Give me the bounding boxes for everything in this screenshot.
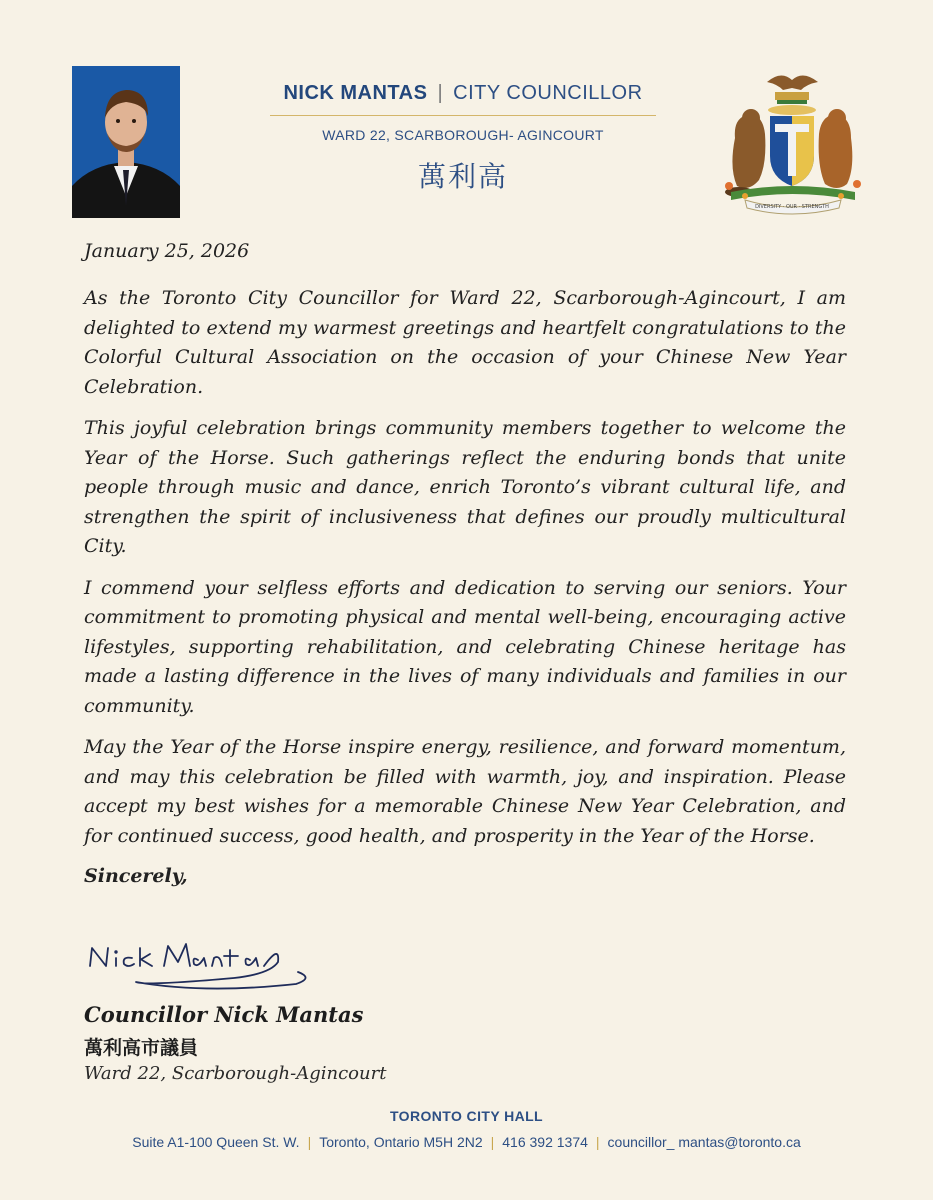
councillor-portrait	[72, 66, 180, 218]
footer-title: TORONTO CITY HALL	[389, 1108, 544, 1124]
councillor-name: NICK MANTAS	[283, 82, 428, 104]
chinese-name: 萬利高	[417, 160, 508, 193]
letter-paragraph: I commend your selfless efforts and dedication to serving our seniors. Your commitment to promoting physical and mental well-being, encouraging active lifestyles, supporting rehabilitation, and celebrating Chinese heritage has made a lasting difference in the lives of many individuals and families in our community.	[84, 576, 846, 717]
signatory-name: Councillor Nick Mantas	[84, 1002, 364, 1027]
signatory-ward: Ward 22, Scarborough-Agincourt	[84, 1063, 387, 1084]
letter-date: January 25, 2026	[84, 240, 250, 262]
signature-block	[84, 1002, 386, 1084]
letter-footer	[0, 1108, 933, 1150]
toronto-coat-of-arms	[715, 68, 870, 216]
crest-motto: DIVERSITY · OUR · STRENGTH	[755, 204, 829, 210]
handwritten-signature	[84, 932, 314, 998]
title-separator: |	[437, 82, 444, 104]
letter-paragraph: This joyful celebration brings community members together to welcome the Year of the Horse. Such gatherings reflect the enduring bonds that unite people through music and dance, enrich Toronto’s vibrant cultural life, and strengthen the spirit of inclusiveness that defines our proudly multicultural City.	[84, 417, 846, 557]
footer-email[interactable]: councillor_ mantas@toronto.ca	[607, 1134, 801, 1150]
footer-contact-line	[0, 1134, 933, 1150]
councillor-role: CITY COUNCILLOR	[453, 82, 643, 104]
letterhead-title	[270, 82, 656, 116]
letterhead	[270, 82, 656, 195]
ward-label: WARD 22, SCARBOROUGH- AGINCOURT	[322, 127, 604, 143]
closing-salutation: Sincerely,	[84, 865, 188, 887]
footer-separator: |	[490, 1134, 495, 1150]
footer-city: Toronto, Ontario M5H 2N2	[319, 1134, 483, 1150]
letter-paragraph: May the Year of the Horse inspire energy, resilience, and forward momentum, and may this celebration be filled with warmth, joy, and inspiration. Please accept my best wishes for a memorable Chinese New Year Celebration, and for continued success, good health, and prosperity in the Year of the Horse.	[84, 736, 846, 847]
letter-paragraph: As the Toronto City Councillor for Ward 22, Scarborough-Agincourt, I am delighted to extend my warmest greetings and heartfelt congratulations to the Colorful Cultural Association on the occasion of your Chinese New Year Celebration.	[84, 287, 846, 398]
footer-separator: |	[307, 1134, 312, 1150]
footer-phone: 416 392 1374	[502, 1134, 588, 1150]
footer-address: Suite A1-100 Queen St. W.	[132, 1134, 300, 1150]
footer-separator: |	[595, 1134, 600, 1150]
letter-body	[84, 240, 846, 887]
signatory-chinese-title: 萬利高市議員	[84, 1037, 199, 1059]
